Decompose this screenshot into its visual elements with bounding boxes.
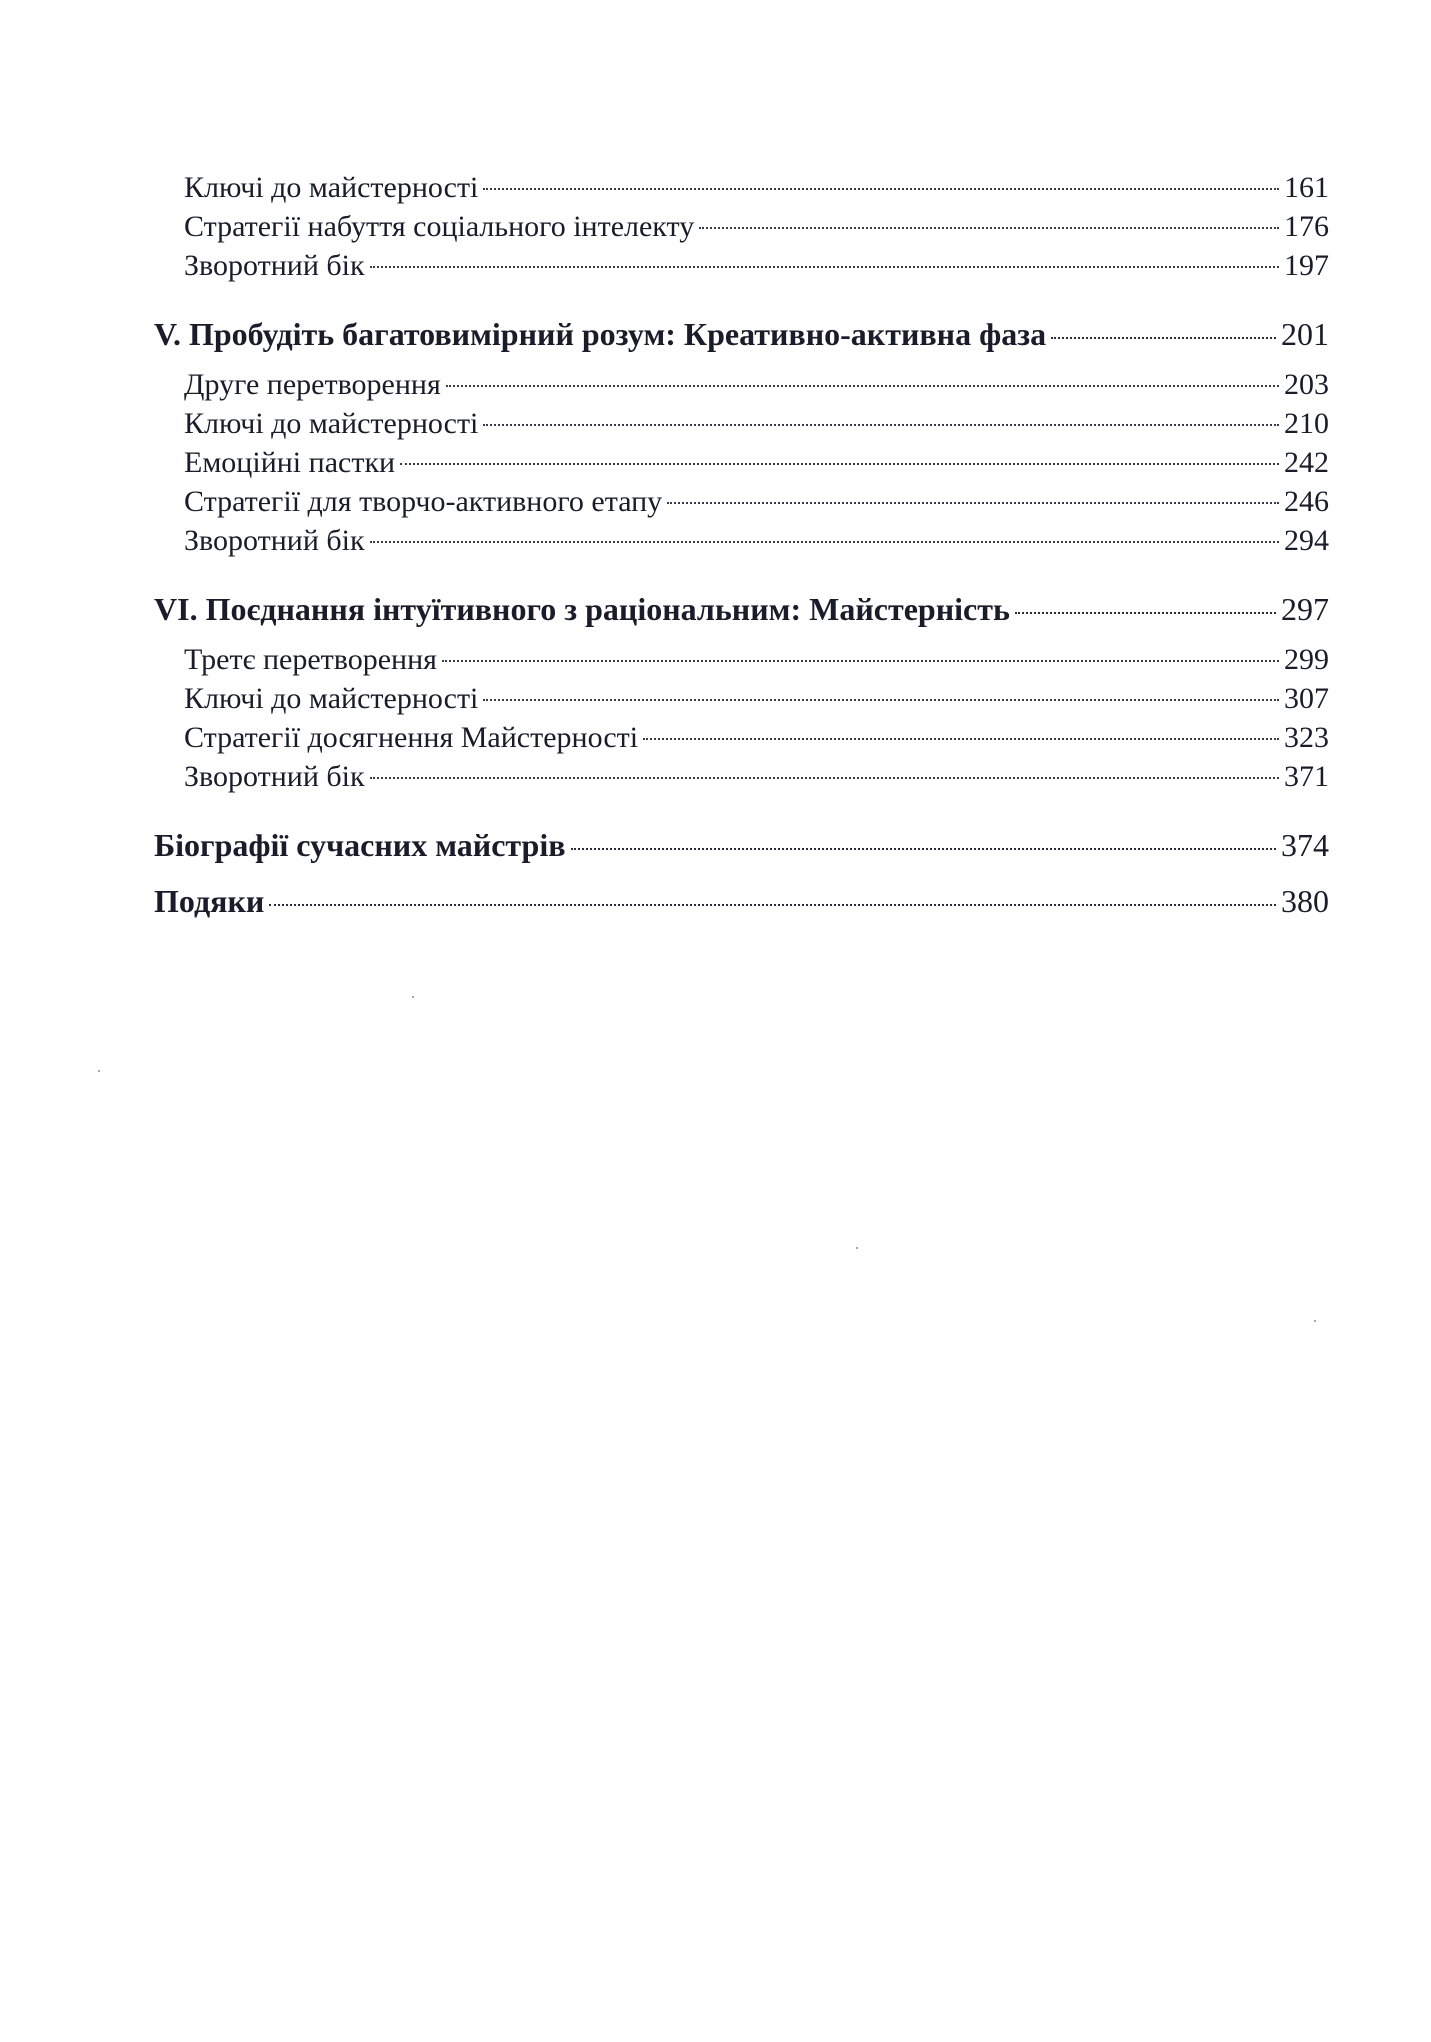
toc-entry[interactable] <box>154 246 1329 285</box>
dot-leader <box>400 463 1279 465</box>
scan-speck <box>856 1247 858 1249</box>
scan-speck <box>412 996 414 998</box>
toc-entry[interactable] <box>154 718 1329 757</box>
toc-entry-title: Стратегії досягнення Майстерності <box>184 721 639 754</box>
toc-page-number: 297 <box>1281 591 1329 627</box>
scan-speck <box>98 1070 100 1072</box>
toc-entry[interactable] <box>154 365 1329 404</box>
dot-leader <box>1051 337 1276 339</box>
toc-entry[interactable] <box>154 207 1329 246</box>
dot-leader <box>643 738 1279 740</box>
toc-chapter-heading[interactable] <box>154 588 1329 630</box>
toc-entry[interactable] <box>154 679 1329 718</box>
toc-entry-title: Зворотний бік <box>184 249 365 282</box>
chapter-title: V. Пробудіть багатовимірний розум: Креативно-активна фаза <box>154 316 1047 352</box>
toc-page-number: 203 <box>1284 368 1329 401</box>
toc-chapter-heading[interactable] <box>154 824 1329 866</box>
dot-leader <box>1015 612 1276 614</box>
dot-leader <box>370 777 1279 779</box>
dot-leader <box>483 188 1279 190</box>
dot-leader <box>370 266 1279 268</box>
toc-entry-title: Емоційні пастки <box>184 446 396 479</box>
dot-leader <box>667 502 1279 504</box>
dot-leader <box>370 541 1279 543</box>
toc-entry-title: Третє перетворення <box>184 643 437 676</box>
toc-page-number: 307 <box>1284 682 1329 715</box>
dot-leader <box>442 660 1279 662</box>
toc-entry-title: Зворотний бік <box>184 524 365 557</box>
dot-leader <box>269 904 1276 906</box>
toc-entry[interactable] <box>154 521 1329 560</box>
toc-entry[interactable] <box>154 640 1329 679</box>
toc-chapter-heading[interactable] <box>154 313 1329 355</box>
toc-page-number: 380 <box>1281 883 1329 919</box>
toc-page-number: 161 <box>1284 171 1329 204</box>
dot-leader <box>483 699 1279 701</box>
toc-page-number: 197 <box>1284 249 1329 282</box>
toc-entry[interactable] <box>154 404 1329 443</box>
dot-leader <box>571 848 1277 850</box>
table-of-contents <box>154 168 1329 922</box>
toc-entry-title: Друге перетворення <box>184 368 441 401</box>
toc-entry-title: Ключі до майстерності <box>184 682 479 715</box>
toc-entry-title: Стратегії набуття соціального інтелекту <box>184 210 695 243</box>
toc-entry-title: Стратегії для творчо-активного етапу <box>184 485 663 518</box>
toc-page-number: 210 <box>1284 407 1329 440</box>
toc-page-number: 242 <box>1284 446 1329 479</box>
toc-page-number: 371 <box>1284 760 1329 793</box>
toc-entry-title: Ключі до майстерності <box>184 407 479 440</box>
toc-page-number: 374 <box>1281 827 1329 863</box>
toc-chapter-heading[interactable] <box>154 880 1329 922</box>
toc-entry[interactable] <box>154 443 1329 482</box>
toc-page-number: 176 <box>1284 210 1329 243</box>
dot-leader <box>446 385 1279 387</box>
toc-entry-title: Зворотний бік <box>184 760 365 793</box>
toc-page-number: 323 <box>1284 721 1329 754</box>
toc-page-number: 246 <box>1284 485 1329 518</box>
dot-leader <box>483 424 1279 426</box>
toc-entry[interactable] <box>154 482 1329 521</box>
chapter-title: VI. Поєднання інтуїтивного з раціональним: Майстерність <box>154 591 1010 627</box>
toc-entry[interactable] <box>154 757 1329 796</box>
toc-page-number: 201 <box>1281 316 1329 352</box>
dot-leader <box>699 227 1279 229</box>
chapter-title: Подяки <box>154 883 265 919</box>
scan-speck <box>1314 1320 1316 1322</box>
toc-page-number: 294 <box>1284 524 1329 557</box>
toc-entry[interactable] <box>154 168 1329 207</box>
toc-page-number: 299 <box>1284 643 1329 676</box>
toc-entry-title: Ключі до майстерності <box>184 171 479 204</box>
chapter-title: Біографії сучасних майстрів <box>154 827 566 863</box>
